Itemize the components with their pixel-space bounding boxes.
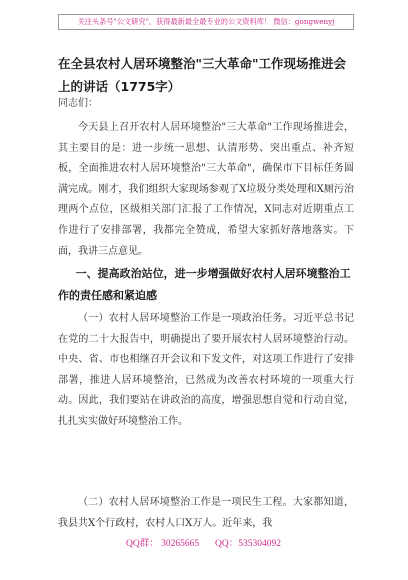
qq-number: QQ：535304092 (215, 539, 281, 549)
paragraph-intro: 今天县上召开农村人居环境整治"三大革命"工作现场推进会，其主要目的是：进一步统一思想、认清形势、突出重点、补齐短板，全面推进农村人居环境整治"三大革命"，确保市下目标任务圆满完成。刚才，我们组织大家现场参观了X垃圾分类处理和X厕污治理两个点位，区级相关部门汇报了工作情况，X同志对近期重点工作进行了安排部署，我都完全赞成，希望大家抓好落地落实。下面，我讲三点意见。 (58, 122, 354, 257)
promo-text: 关注头条号"公文研究"，获得最新最全最专业的公文资料库！ 微信：gongwenyj (77, 17, 335, 26)
paragraph-livelihood: （二）农村人居环境整治工作是一项民生工程。大家都知道，我县共X个行政村，农村人口X万人。近年来，我 (58, 497, 354, 529)
paragraph-political-task: （一）农村人居环境整治工作是一项政治任务。习近平总书记在党的二十大报告中，明确提出了要开展农村人居环境整治行动。中央、省、市也相继召开会议和下发文件，对这项工作进行了安排部署，推进人居环境整治，已然成为改善农村环境的一项重大行动。因此，我们要站在讲政治的高度，增强思想自觉和行动自觉，扎扎实实做好环境整治工作。 (58, 313, 354, 427)
qq-group-number: QQ群： 30265665 (126, 539, 200, 549)
footer-contact (0, 535, 408, 549)
salutation: 同志们： (58, 98, 98, 109)
document-title: 在全县农村人居环境整治"三大革命"工作现场推进会上的讲话（1775字） (58, 56, 347, 94)
promo-banner (58, 14, 354, 30)
section-heading-1: 一、提高政治站位，进一步增强做好农村人居环境整治工作的责任感和紧迫感 (58, 267, 351, 302)
